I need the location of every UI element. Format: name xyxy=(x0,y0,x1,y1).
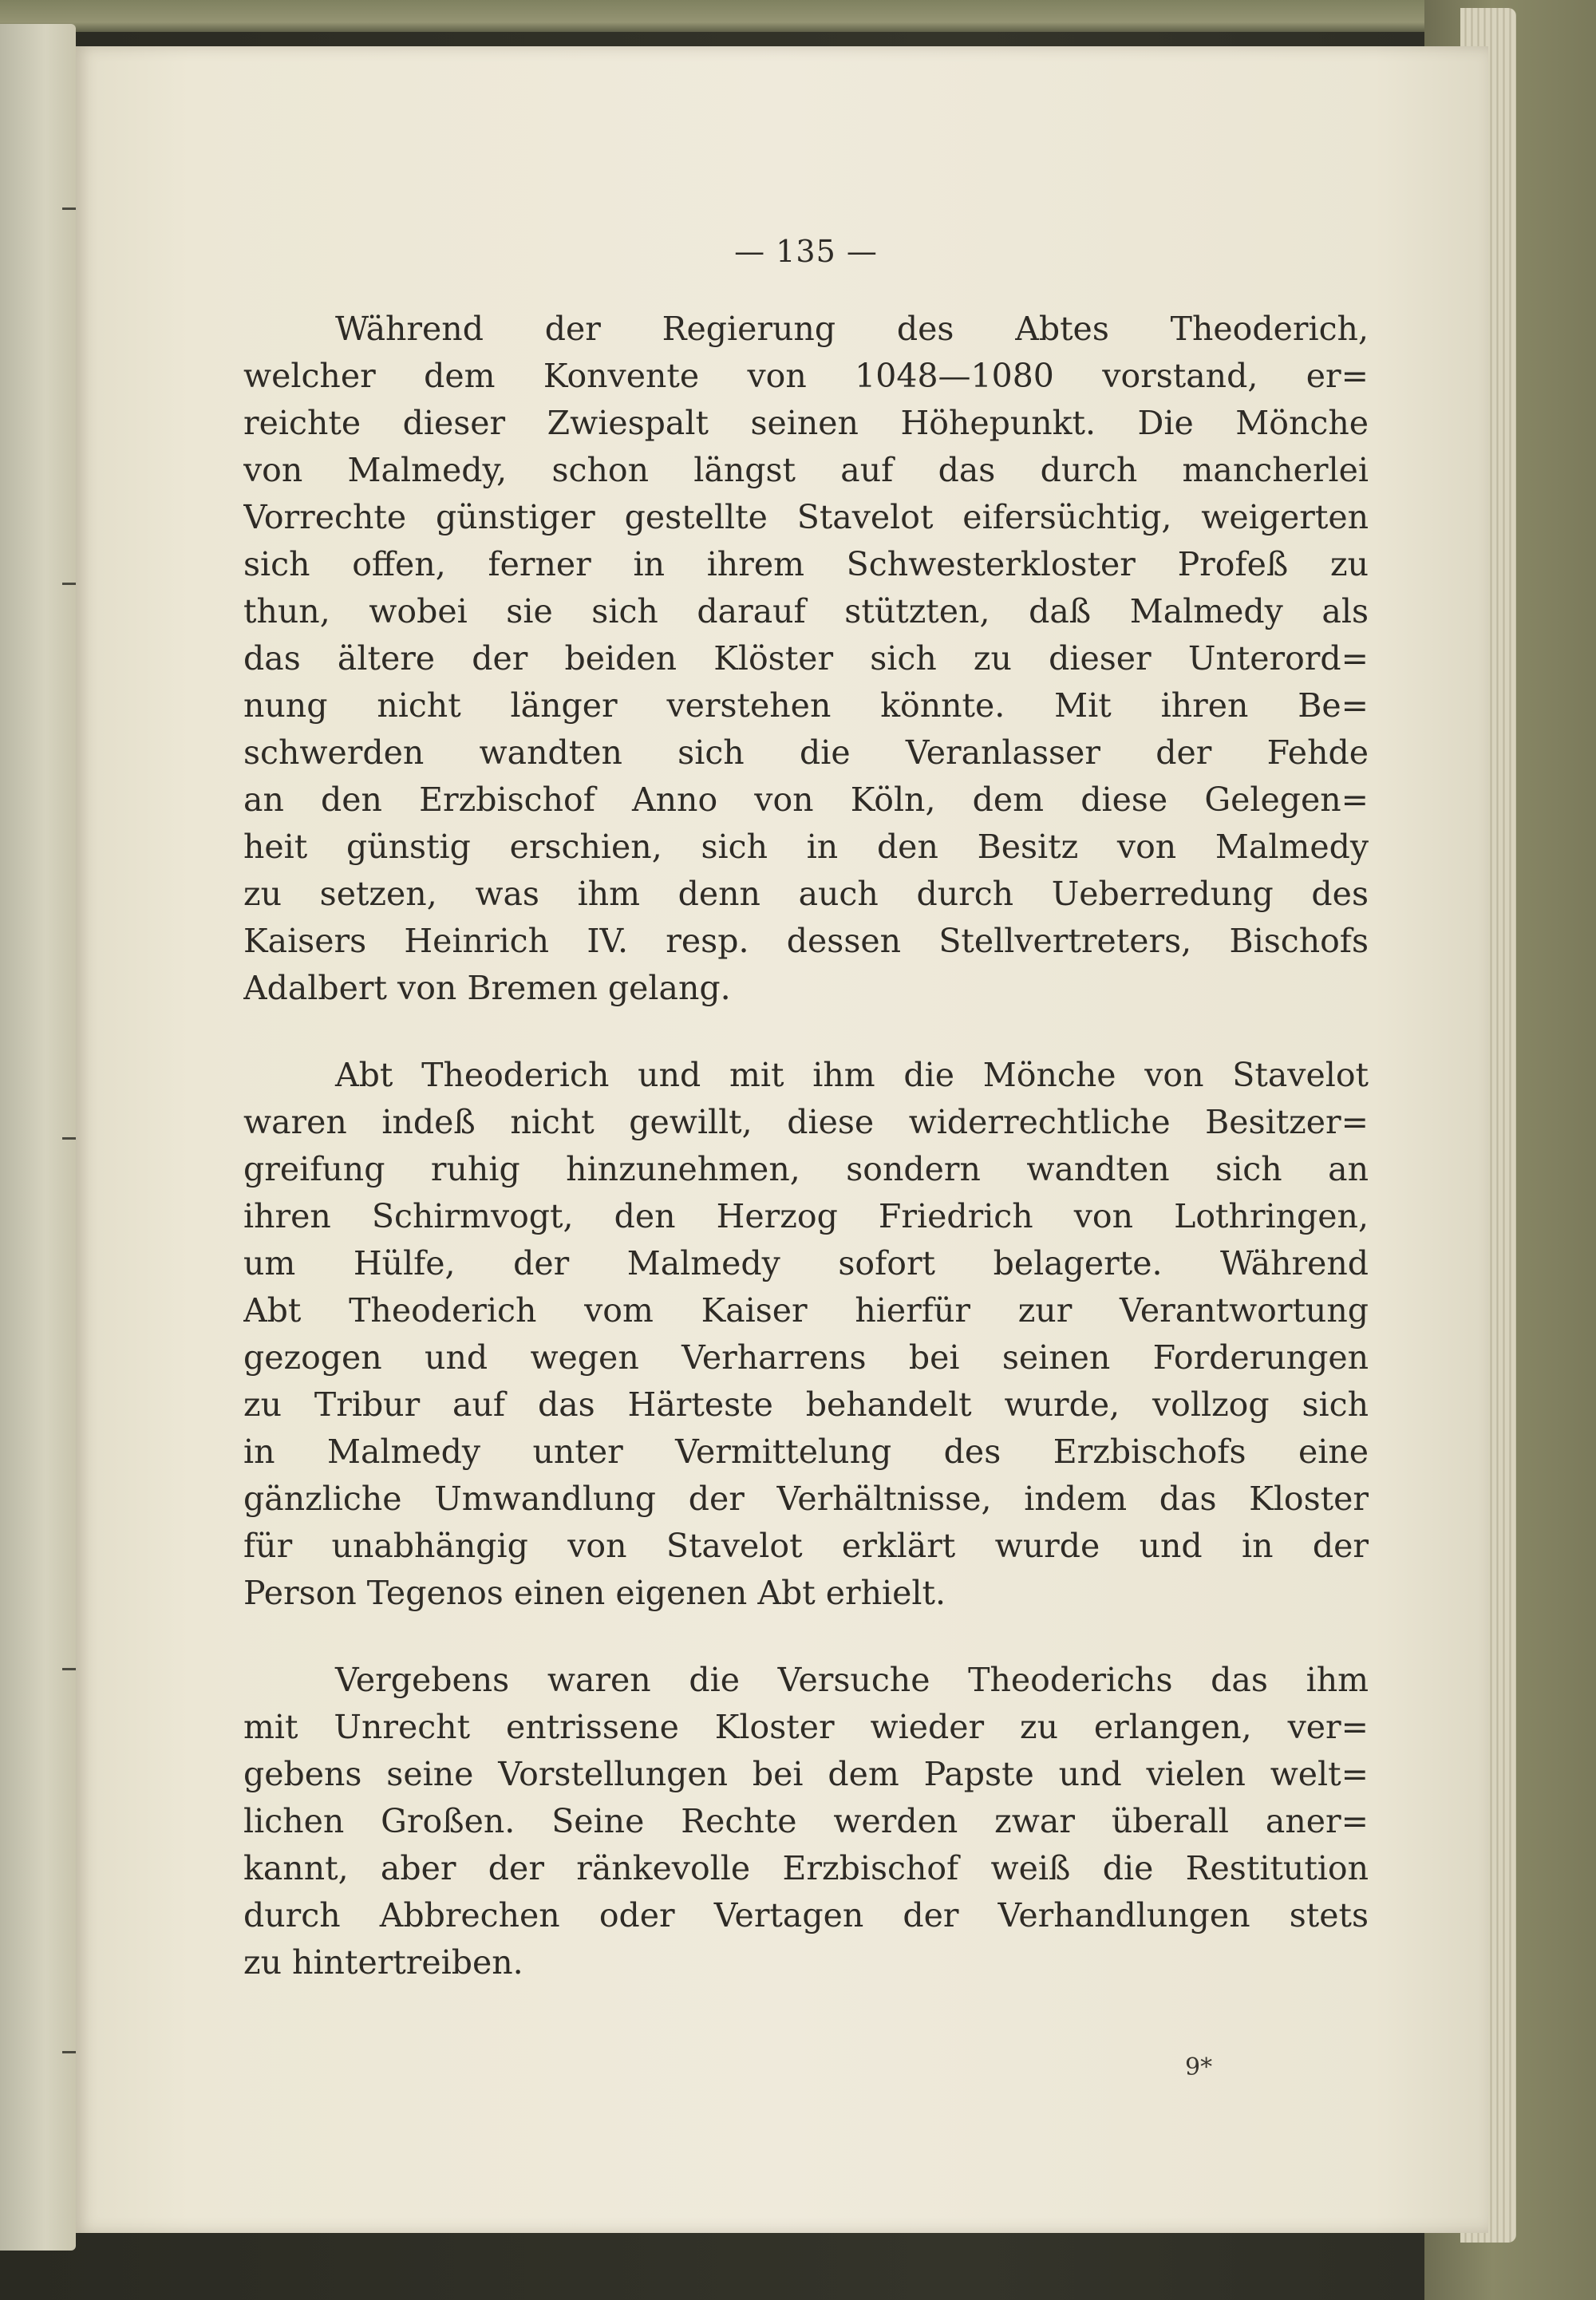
previous-page-edge xyxy=(0,24,76,2251)
cover-top-edge xyxy=(0,0,1436,32)
text-line: von Malmedy, schon längst auf das durch mancherlei xyxy=(243,451,1369,489)
text-line: waren indeß nicht gewillt, diese widerrechtliche Besitzer= xyxy=(243,1103,1369,1141)
text-line: an den Erzbischof Anno von Köln, dem diese Gelegen= xyxy=(243,780,1369,819)
text-line: in Malmedy unter Vermittelung des Erzbischofs eine xyxy=(243,1433,1369,1471)
paragraph-gap xyxy=(243,1617,1369,1657)
text-line: Vorrechte günstiger gestellte Stavelot eifersüchtig, weigerten xyxy=(243,498,1369,536)
text-line: Abt Theoderich und mit ihm die Mönche von Stavelot xyxy=(335,1056,1369,1094)
paragraph-3 xyxy=(243,1657,1369,1986)
text-line: Abt Theoderich vom Kaiser hierfür zur Verantwortung xyxy=(243,1291,1369,1330)
text-line: greifung ruhig hinzunehmen, sondern wandten sich an xyxy=(243,1150,1369,1188)
text-line: Adalbert von Bremen gelang. xyxy=(243,969,731,1007)
text-line: Während der Regierung des Abtes Theoderich, xyxy=(335,310,1369,348)
page-text xyxy=(243,234,1369,1986)
text-line: zu setzen, was ihm denn auch durch Ueberredung des xyxy=(243,875,1369,913)
text-line: schwerden wandten sich die Veranlasser der Fehde xyxy=(243,733,1369,772)
signature-mark: 9* xyxy=(1185,2053,1213,2081)
text-line: kannt, aber der ränkevolle Erzbischof weiß die Restitution xyxy=(243,1849,1369,1887)
text-line: welcher dem Konvente von 1048—1080 vorstand, er= xyxy=(243,357,1369,395)
text-line: mit Unrecht entrissene Kloster wieder zu erlangen, ver= xyxy=(243,1708,1369,1746)
text-line: das ältere der beiden Klöster sich zu dieser Unterord= xyxy=(243,639,1369,678)
text-line: gezogen und wegen Verharrens bei seinen Forderungen xyxy=(243,1338,1369,1377)
text-line: reichte dieser Zwiespalt seinen Höhepunkt. Die Mönche xyxy=(243,404,1369,442)
page-number: — 135 — xyxy=(734,234,878,269)
text-line: Kaisers Heinrich IV. resp. dessen Stellvertreters, Bischofs xyxy=(243,922,1369,960)
paragraph-gap xyxy=(243,1012,1369,1052)
text-line: Person Tegenos einen eigenen Abt erhielt. xyxy=(243,1574,946,1612)
text-line: nung nicht länger verstehen könnte. Mit ihren Be= xyxy=(243,686,1369,725)
text-line: Vergebens waren die Versuche Theoderichs das ihm xyxy=(335,1661,1369,1699)
text-line: durch Abbrechen oder Vertagen der Verhandlungen stets xyxy=(243,1896,1369,1934)
text-line: gänzliche Umwandlung der Verhältnisse, indem das Kloster xyxy=(243,1480,1369,1518)
book-page xyxy=(76,46,1488,2233)
text-line: heit günstig erschien, sich in den Besitz von Malmedy xyxy=(243,828,1369,866)
text-line: lichen Großen. Seine Rechte werden zwar überall aner= xyxy=(243,1802,1369,1840)
text-line: zu hintertreiben. xyxy=(243,1943,523,1982)
text-line: thun, wobei sie sich darauf stützten, daß Malmedy als xyxy=(243,592,1369,630)
paragraph-1 xyxy=(243,306,1369,1012)
text-line: für unabhängig von Stavelot erklärt wurde und in der xyxy=(243,1527,1369,1565)
text-line: zu Tribur auf das Härteste behandelt wurde, vollzog sich xyxy=(243,1385,1369,1424)
text-line: um Hülfe, der Malmedy sofort belagerte. Während xyxy=(243,1244,1369,1282)
text-line: ihren Schirmvogt, den Herzog Friedrich von Lothringen, xyxy=(243,1197,1369,1235)
paragraph-2 xyxy=(243,1052,1369,1617)
text-line: gebens seine Vorstellungen bei dem Papste und vielen welt= xyxy=(243,1755,1369,1793)
text-line: sich offen, ferner in ihrem Schwesterkloster Profeß zu xyxy=(243,545,1369,583)
